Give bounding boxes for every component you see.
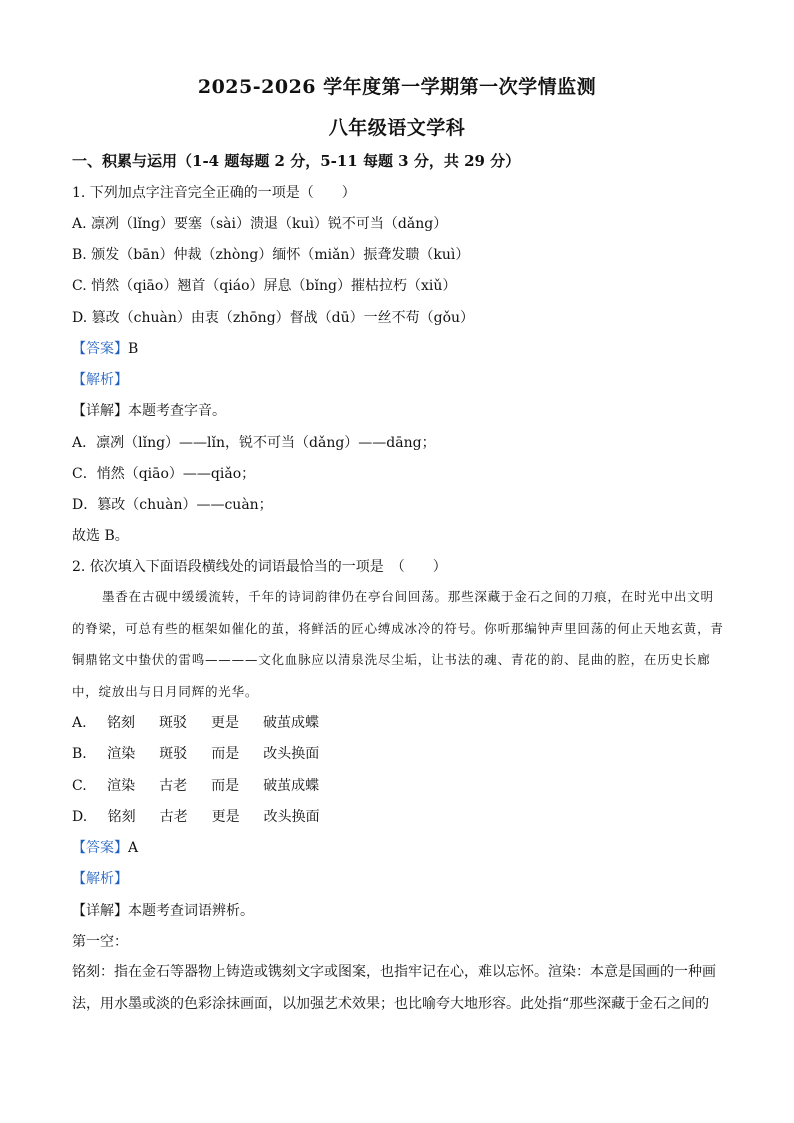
option-word: 铭刻 bbox=[107, 809, 136, 825]
q2-stem: 2. 依次填入下面语段横线处的词语最恰当的一项是 （ ） bbox=[72, 559, 447, 575]
option-word: 斑驳 bbox=[159, 746, 188, 762]
q1-answer bbox=[72, 338, 138, 358]
q1-explain-c: C．悄然（qiāo）——qiǎo； bbox=[72, 466, 256, 482]
q2-answer bbox=[72, 837, 138, 857]
option-letter: B. bbox=[72, 746, 87, 762]
option-letter: D. bbox=[72, 809, 88, 825]
q2-blank1-text: 铭刻：指在金石等器物上铸造或镌刻文字或图案，也指牢记在心，难以忘怀。渲染：本意是国画的一种画法，用水墨或淡的色彩涂抹画面，以加强艺术效果；也比喻夸大地形容。此处指“那些深藏于金石之间的 bbox=[72, 964, 716, 1012]
q2-blank1-label: 第一空： bbox=[72, 934, 128, 950]
option-word: 铭刻 bbox=[107, 715, 136, 731]
analysis-tag: 【解析】 bbox=[72, 871, 128, 887]
option-word: 改头换面 bbox=[263, 809, 320, 825]
answer-value: A bbox=[128, 840, 139, 856]
answer-value: B bbox=[128, 341, 139, 357]
q2-option-d bbox=[72, 806, 320, 826]
exam-subtitle: 八年级语文学科 bbox=[328, 117, 466, 139]
option-word: 改头换面 bbox=[263, 746, 320, 762]
analysis-tag: 【解析】 bbox=[72, 372, 128, 388]
q1-stem: 1. 下列加点字注音完全正确的一项是（ ） bbox=[72, 185, 356, 201]
q1-detail bbox=[72, 400, 226, 420]
option-word: 古老 bbox=[159, 778, 188, 794]
option-word: 破茧成蝶 bbox=[263, 778, 320, 794]
option-word: 更是 bbox=[211, 809, 240, 825]
option-word: 而是 bbox=[211, 778, 240, 794]
q1-option-b: B. 颁发（bān）仲裁（zhòng）缅怀（miǎn）振聋发聩（kuì） bbox=[72, 247, 470, 263]
exam-title: 2025-2026 学年度第一学期第一次学情监测 bbox=[197, 76, 597, 98]
option-word: 渲染 bbox=[107, 746, 136, 762]
q2-detail bbox=[72, 900, 254, 920]
q2-analysis bbox=[72, 868, 128, 888]
detail-text: 本题考查词语辨析。 bbox=[128, 903, 254, 919]
section-heading: 一、积累与运用（1-4 题每题 2 分，5-11 每题 3 分，共 29 分） bbox=[72, 152, 521, 170]
q1-analysis bbox=[72, 369, 128, 389]
answer-tag: 【答案】 bbox=[72, 341, 128, 357]
option-word: 渲染 bbox=[107, 778, 136, 794]
answer-tag: 【答案】 bbox=[72, 840, 128, 856]
q2-option-c bbox=[72, 775, 319, 795]
q1-explain-d: D．篡改（chuàn）——cuàn； bbox=[72, 497, 273, 513]
q1-option-a: A. 凛冽（lǐng）要塞（sài）溃退（kuì）锐不可当（dǎng） bbox=[72, 216, 448, 232]
q1-conclusion: 故选 B。 bbox=[72, 528, 129, 544]
q1-option-d: D. 篡改（chuàn）由衷（zhōng）督战（dū）一丝不苟（gǒu） bbox=[72, 310, 475, 326]
option-word: 而是 bbox=[211, 746, 240, 762]
option-word: 破茧成蝶 bbox=[263, 715, 320, 731]
option-word: 更是 bbox=[211, 715, 240, 731]
q2-option-b bbox=[72, 743, 319, 763]
detail-tag: 【详解】 bbox=[72, 903, 128, 919]
option-word: 斑驳 bbox=[159, 715, 188, 731]
q1-explain-a: A．凛冽（lǐng）——lǐn，锐不可当（dǎng）——dāng； bbox=[72, 435, 436, 451]
option-word: 古老 bbox=[159, 809, 188, 825]
q1-option-c: C. 悄然（qiāo）翘首（qiáo）屏息（bǐng）摧枯拉朽（xiǔ） bbox=[72, 278, 457, 294]
option-letter: A. bbox=[72, 715, 87, 731]
q2-option-a bbox=[72, 712, 319, 732]
option-letter: C. bbox=[72, 778, 87, 794]
detail-tag: 【详解】 bbox=[72, 403, 128, 419]
q2-passage: 墨香在古砚中缓缓流转，千年的诗词韵律仍在亭台间回荡。那些深藏于金石之间的刀痕，在时光中出文明的脊梁，可总有些的框架如催化的茧，将鲜活的匠心缚成冰冷的符号。你听那编钟声里回荡的何止天地玄黄，青铜鼎铭文中蛰伏的雷鸣————文化血脉应以清泉洗尽尘垢，让书法的魂、青花的韵、昆曲的腔，在历史长廊中，绽放出与日月同辉的光华。 bbox=[72, 589, 724, 699]
detail-text: 本题考查字音。 bbox=[128, 403, 226, 419]
